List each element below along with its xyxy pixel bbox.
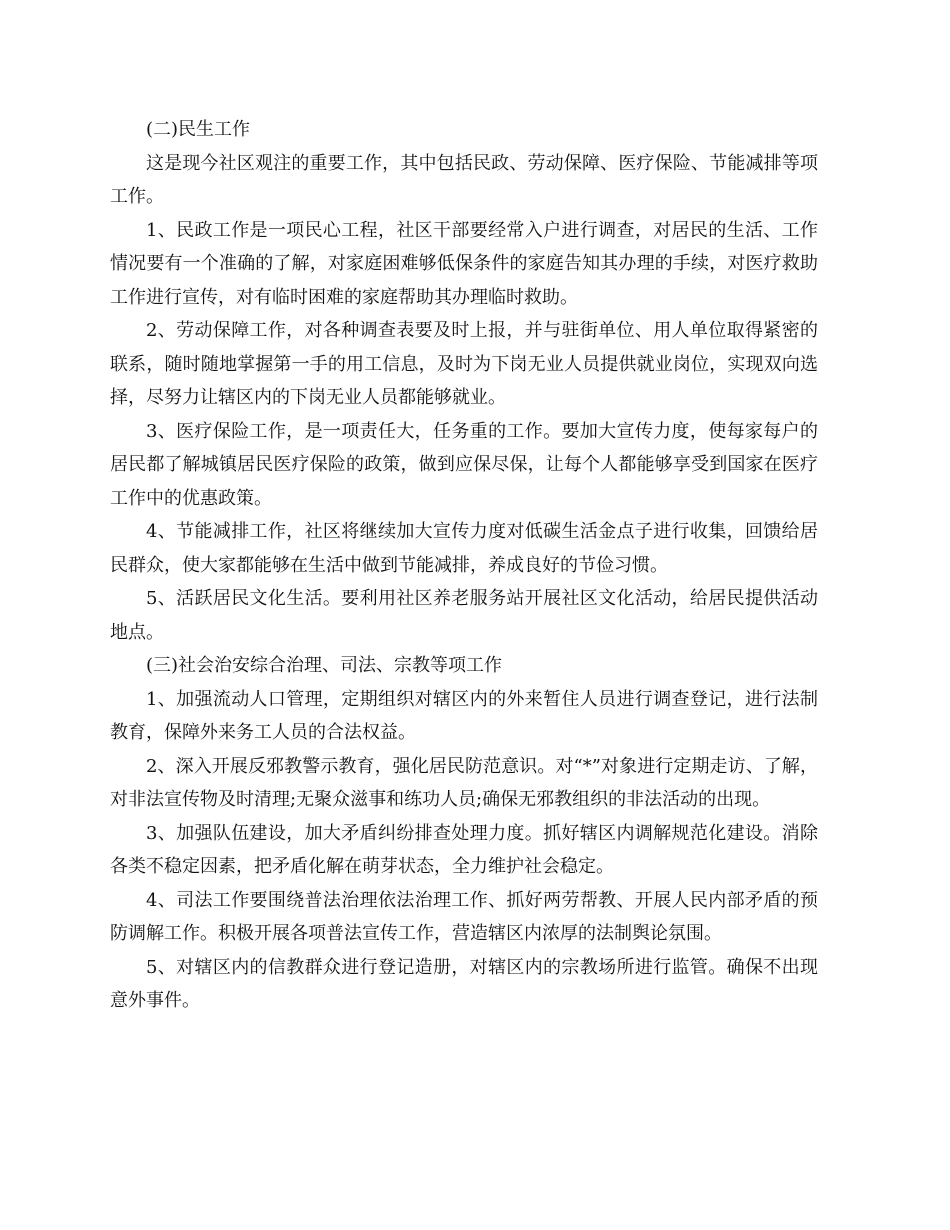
paragraph-labor-security: 2、劳动保障工作，对各种调查表要及时上报，并与驻街单位、用人单位取得紧密的联系，随时随地掌握第一手的用工信息，及时为下岗无业人员提供就业岗位，实现双向选择，尽努力让辖区内的下岗无业人员都能够就业。 — [110, 320, 818, 408]
paragraph-energy-saving: 4、节能减排工作，社区将继续加大宣传力度对低碳生活金点子进行收集，回馈给居民群众，使大家都能够在生活中做到节能减排，养成良好的节俭习惯。 — [110, 521, 818, 576]
paragraph-culture: 5、活跃居民文化生活。要利用社区养老服务站开展社区文化活动，给居民提供活动地点。 — [110, 588, 818, 643]
paragraph-anti-cult: 2、深入开展反邪教警示教育，强化居民防范意识。对“*”对象进行定期走访、了解，对非法宣传物及时清理;无聚众滋事和练功人员;确保无邪教组织的非法活动的出现。 — [110, 755, 818, 810]
document-body — [110, 113, 818, 1018]
paragraph-intro: 这是现今社区观注的重要工作，其中包括民政、劳动保障、医疗保险、节能减排等项工作。 — [110, 152, 818, 207]
paragraph-team-building: 3、加强队伍建设，加大矛盾纠纷排查处理力度。抓好辖区内调解规范化建设。消除各类不稳定因素，把矛盾化解在萌芽状态，全力维护社会稳定。 — [110, 822, 818, 877]
paragraph-religion: 5、对辖区内的信教群众进行登记造册，对辖区内的宗教场所进行监管。确保不出现意外事件。 — [110, 956, 818, 1011]
paragraph-civil-affairs: 1、民政工作是一项民心工程，社区干部要经常入户进行调查，对居民的生活、工作情况要有一个准确的了解，对家庭困难够低保条件的家庭告知其办理的手续，对医疗救助工作进行宣传，对有临时困难的家庭帮助其办理临时救助。 — [110, 219, 818, 308]
paragraph-judicial: 4、司法工作要围绕普法治理依法治理工作、抓好两劳帮教、开展人民内部矛盾的预防调解工作。积极开展各项普法宣传工作，营造辖区内浓厚的法制舆论氛围。 — [110, 889, 818, 944]
section-heading-public-security: (三)社会治安综合治理、司法、宗教等项工作 — [146, 655, 503, 676]
paragraph-medical-insurance: 3、医疗保险工作，是一项责任大，任务重的工作。要加大宣传力度，使每家每户的居民都了解城镇居民医疗保险的政策，做到应保尽保，让每个人都能够享受到国家在医疗工作中的优惠政策。 — [110, 420, 818, 509]
paragraph-floating-population: 1、加强流动人口管理，定期组织对辖区内的外来暂住人员进行调查登记，进行法制教育，保障外来务工人员的合法权益。 — [110, 688, 818, 743]
section-heading-livelihood: (二)民生工作 — [146, 119, 251, 140]
